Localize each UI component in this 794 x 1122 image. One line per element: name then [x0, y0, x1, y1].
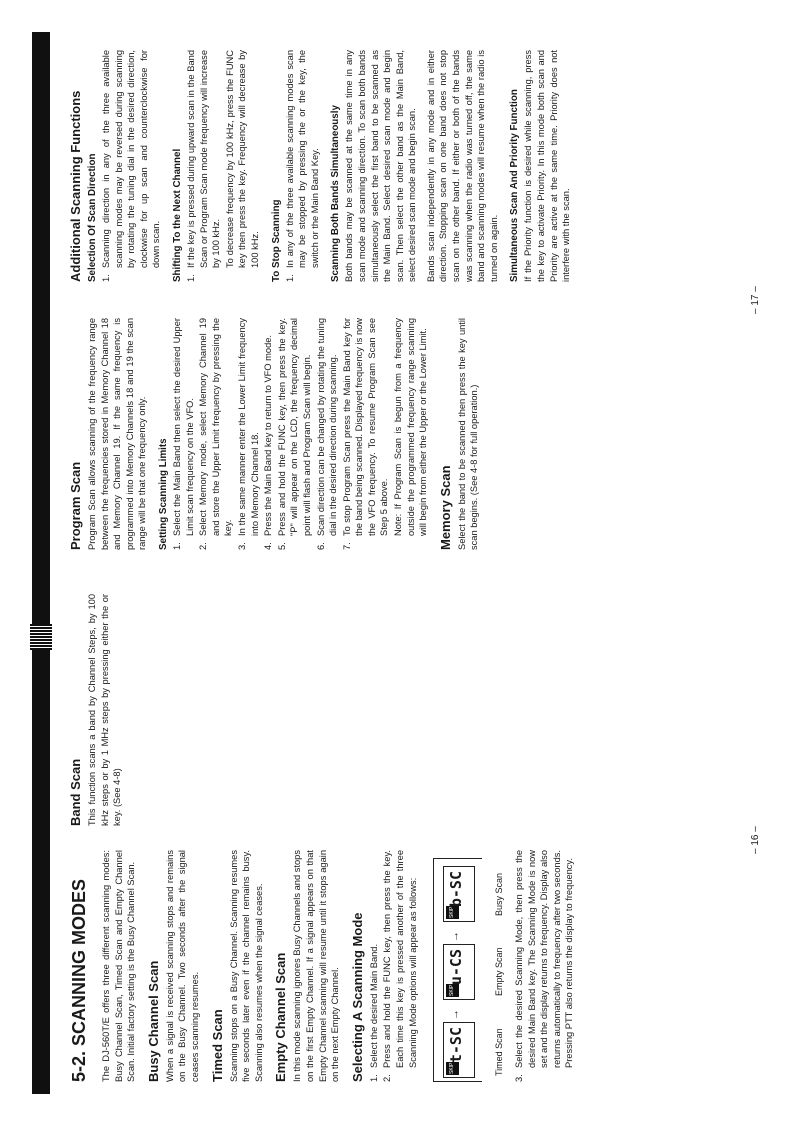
lcd-timed: SKIP t-SC — [443, 1022, 475, 1078]
empty-scan-title: Empty Channel Scan — [273, 952, 289, 1082]
limits-step-6: 6. Scan direction can be changed by rotating the tuning dial in the desired direction during scanning. — [315, 318, 339, 550]
stop-step-1: 1. In any of the three available scanning modes scan may be stopped by pressing the or the key, the switch or the Main Band Key. — [284, 50, 320, 282]
priority-title: Simultaneous Scan And Priority Function — [509, 89, 521, 282]
busy-scan-title: Busy Channel Scan — [145, 960, 161, 1082]
page-number-17: – 17 – — [750, 286, 761, 314]
barcode-mark — [30, 624, 52, 650]
band-scan-title: Band Scan — [68, 758, 83, 826]
limits-note: Note: If Program Scan is begun from a frequency outside the programmed frequency range scanning will begin from either the Upper or the Lower Limit. — [393, 318, 429, 536]
limits-step-5: 5. Press and hold the FUNC key, then press the key. "P" will appear on the LCD, the frequency decimal point will flash and Program Scan will begin. — [276, 318, 312, 550]
limits-step-7: 7. To stop Program Scan press the Main Band key for the band being scanned. Displayed frequency is now the VFO frequency. To resume Program Scan see Step 5 above. — [341, 318, 390, 550]
timed-scan-label: Timed Scan — [494, 1028, 505, 1076]
shifting-step-1: 1. If the key is pressed during upward scan in the Band Scan or Program Scan mode frequency will increase by 100 kHz. — [185, 50, 222, 282]
direction-title: Selection Of Scan Direction — [87, 153, 98, 282]
priority-text: If the Priority function is desired while scanning, press the key to activate Priority. In this mode both scan and Priority are active at the same time. Priority does not interfere with the scan. — [523, 50, 572, 282]
both-bands-text-2: Bands scan independently in any mode and in either direction. Stopping scan on one band does not stop scan on the other band. If either or both of the bands was scanning when the radio was turned off, the same band and scanning modes will resume when the radio is turned on again. — [425, 50, 499, 282]
busy-scan-text: When a signal is received scanning stops and remains on the Busy Channel. Two seconds after the signal ceases scanning resumes. — [164, 850, 200, 1082]
limits-title: Setting Scanning Limits — [157, 438, 169, 550]
selecting-mode-title: Selecting A Scanning Mode — [349, 912, 365, 1082]
program-scan-title: Program Scan — [68, 461, 83, 550]
section-heading: 5-2. SCANNING MODES — [69, 878, 89, 1082]
shifting-text-2: To decrease frequency by 100 kHz, press the FUNC key then press the key. Frequency will decrease by 100 kHz. — [224, 50, 260, 268]
additional-title: Additional Scanning Functions — [68, 90, 83, 282]
stop-title: To Stop Scanning — [270, 199, 282, 282]
column-4 — [68, 50, 579, 282]
scan-mode-diagram — [429, 850, 509, 1082]
memory-scan-text: Select the band to be scanned then press the key until scan begins. (See 4-8 for full operation.) — [456, 318, 480, 550]
select-step-2: 2. Press and hold the FUNC key, then press the key. Each time this key is pressed another of the three Scanning Mode options will appear as follows: — [382, 850, 418, 1082]
lcd-busy: SKIP b-SC — [443, 866, 475, 922]
column-3 — [68, 318, 487, 550]
memory-scan-title: Memory Scan — [437, 465, 453, 550]
intro-text: The DJ-560T/E offers three different scanning modes: Busy Channel Scan, Timed Scan and Empty Channel Scan. Initial factory setting is the Busy Channel Scan. — [101, 850, 137, 1082]
busy-scan-label: Busy Scan — [494, 872, 505, 916]
arrow-right-icon: → — [449, 931, 462, 942]
direction-step-1: 1. Scanning direction in any of the three available scanning modes may be reversed during scanning by rotating the tuning dial in the desired direction, clockwise for up scan and counterclockwise for down scan. — [101, 50, 162, 282]
header-rule — [32, 32, 50, 1094]
limits-step-2: 2. Select Memory mode, select Memory Channel 19 and store the Upper Limit frequency by pressing the key. — [198, 318, 234, 550]
arrow-right-icon: → — [449, 1009, 462, 1020]
select-step-3: 3. Select the desired Scanning Mode, then press the desired Main Band key. The Scanning Mode is now set and the display returns to frequency. Display also returns automatically to frequency after two seconds. Pressing PTT also returns the display to frequency. — [514, 850, 575, 1082]
limits-step-3: 3. In the same manner enter the Lower Limit frequency into Memory Channel 18. — [236, 318, 260, 550]
empty-scan-label: Empty Scan — [494, 947, 505, 996]
column-2 — [68, 594, 130, 826]
both-bands-title: Scanning Both Bands Simultaneously — [330, 105, 342, 282]
program-scan-text: Program Scan allows scanning of the frequency range between the frequencies stored in Memory Channel 18 and Memory Channel 19. If the same frequency is programmed into Memory Channels 18 and 19 the scan range will be that one frequency only. — [87, 318, 148, 550]
band-scan-text: This function scans a band by Channel Steps, by 100 kHz steps or by 1 MHz steps by pressing either the or key. (See 4-8) — [87, 594, 123, 826]
page-number-16: – 16 – — [750, 826, 761, 854]
shifting-title: Shifting To the Next Channel — [171, 148, 183, 282]
column-1 — [68, 850, 577, 1082]
limits-step-4: 4. Press the Main Band key to return to VFO mode. — [263, 334, 274, 550]
limits-step-1: 1. Select the Main Band then select the desired Upper Limit scan frequency on the VFO. — [171, 318, 195, 550]
select-step-1: 1. Select the desired Main Band. — [368, 943, 379, 1082]
both-bands-text-1: Both bands may be scanned at the same time in any scan mode and scanning direction. To scan both bands simultaneously select the first band to be scanned as the Main Band. Select desired scan mode and begin scan. Then select the other band as the Main Band, select desired scan mode and begin scan. — [344, 50, 418, 282]
lcd-empty: SKIP u-CS — [443, 944, 475, 1000]
timed-scan-title: Timed Scan — [209, 1009, 225, 1082]
timed-scan-text: Scanning stops on a Busy Channel. Scanning resumes five seconds later even if the channel remains busy. Scanning also resumes when the signal ceases. — [228, 850, 264, 1082]
empty-scan-text: In this mode scanning ignores Busy Channels and stops on the first Empty Channel. If a signal appears on that Empty Channel scanning will resume until it stops again on the next Empty Channel. — [292, 850, 341, 1082]
